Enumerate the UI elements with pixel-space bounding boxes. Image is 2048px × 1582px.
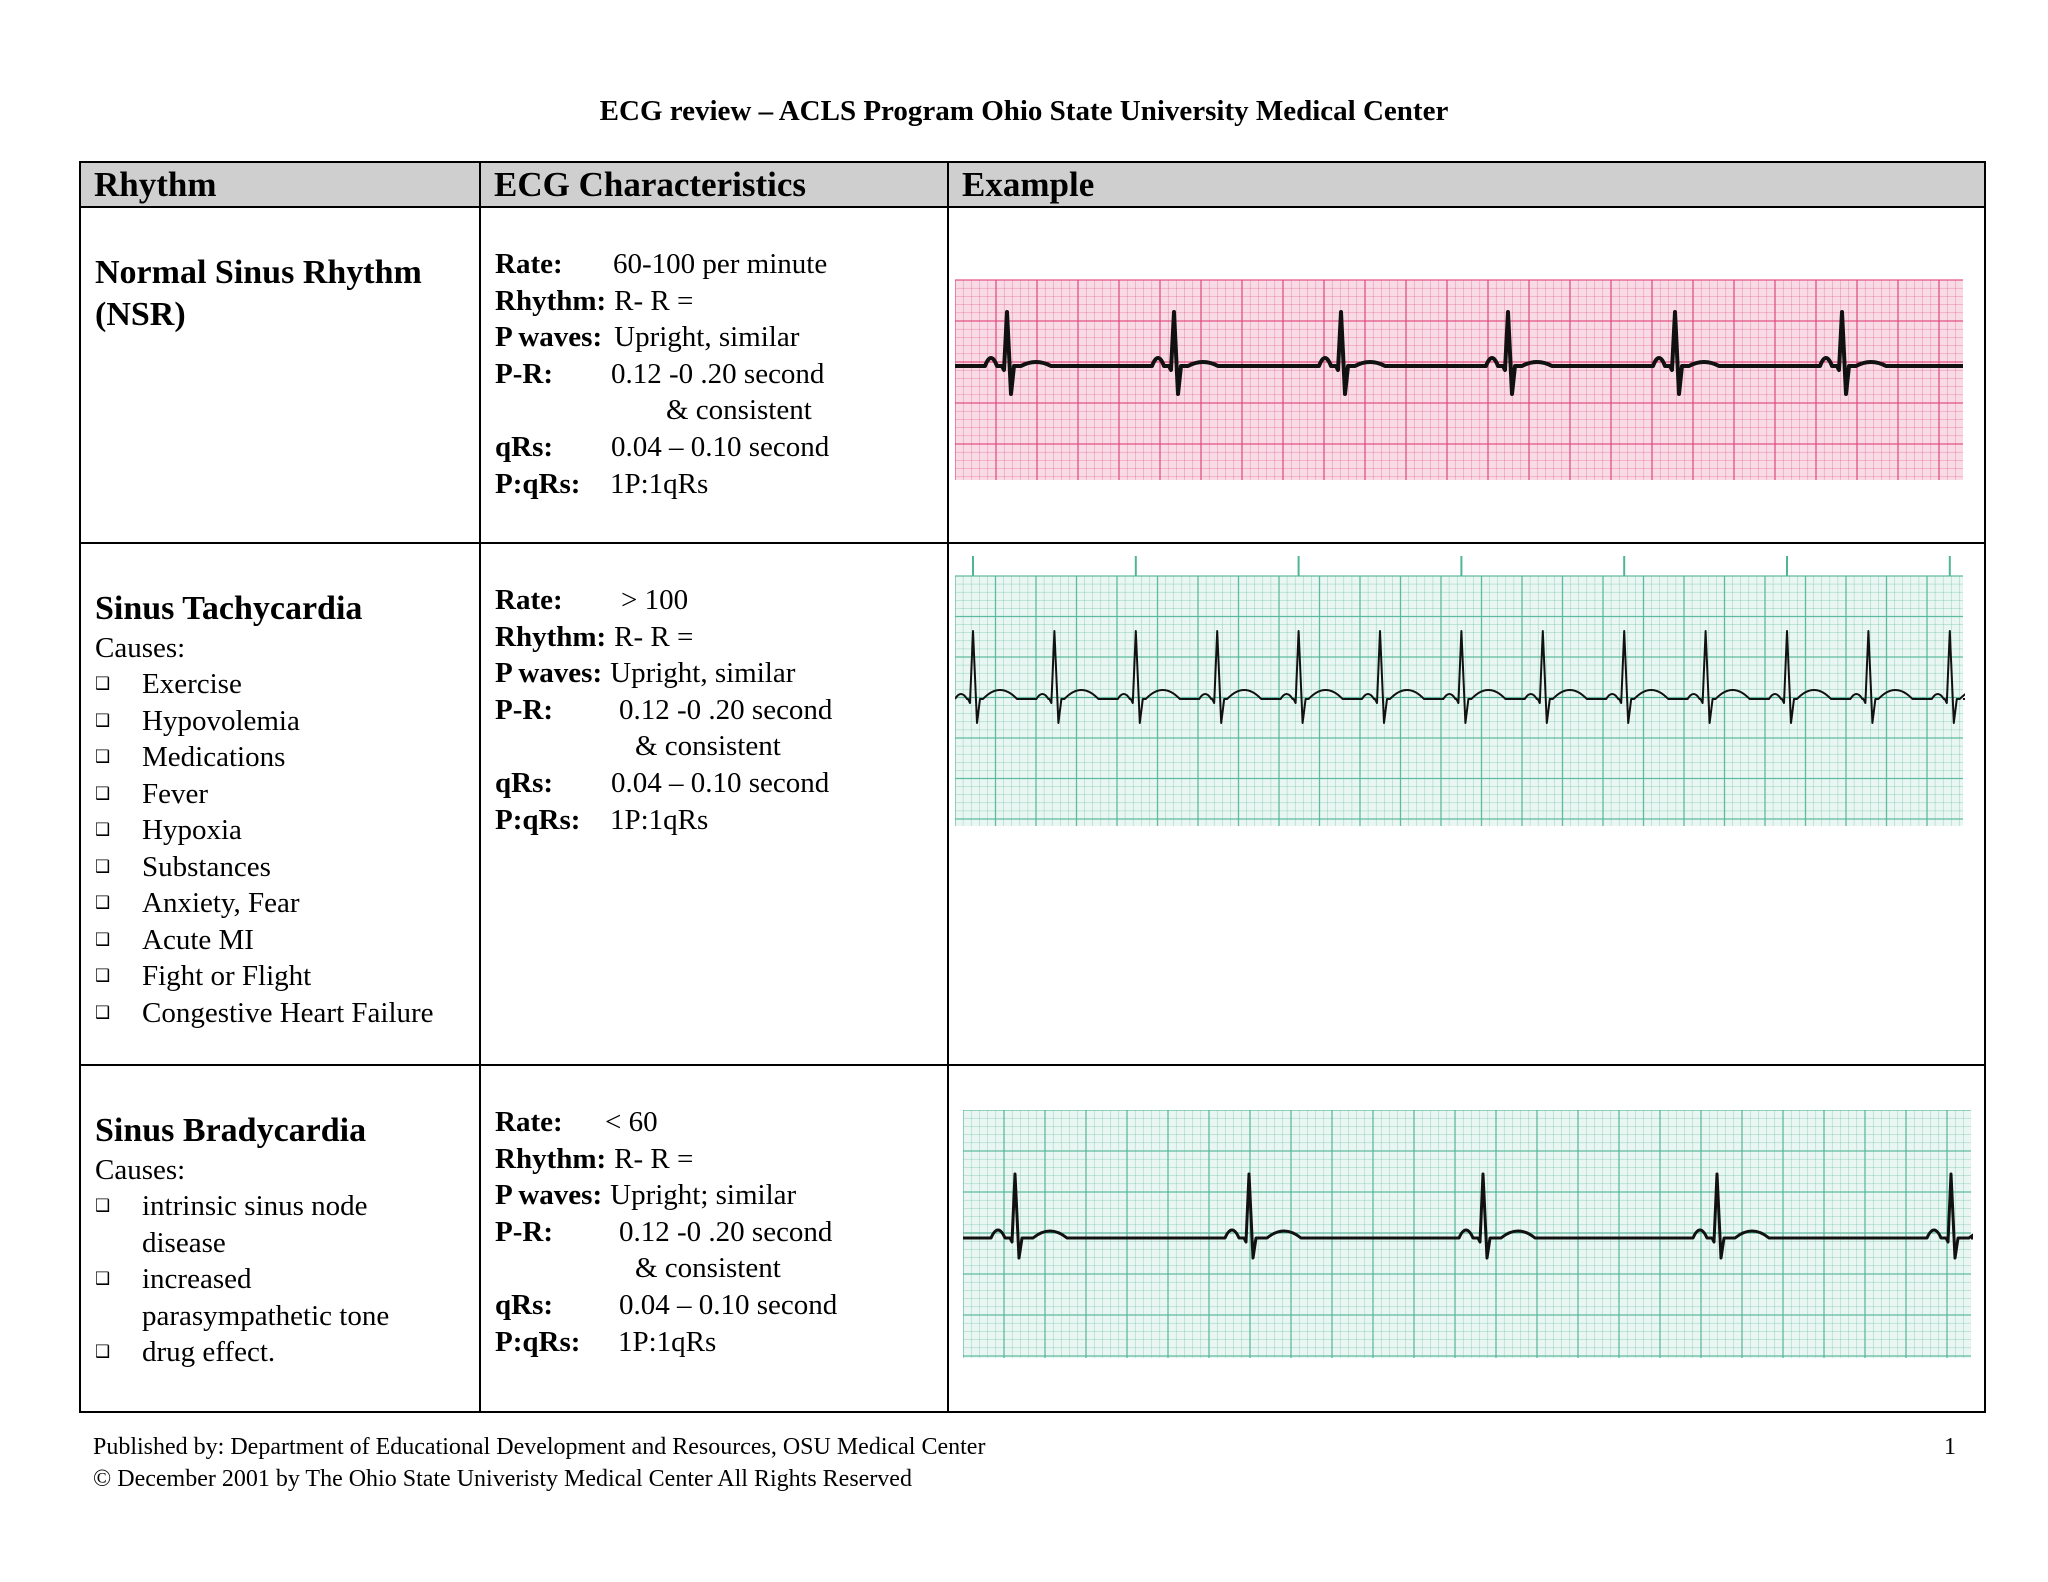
pr-value: 0.12 -0 .20 second (619, 693, 833, 726)
cause-item: ❑ Hypovolemia (95, 703, 465, 740)
causes-list (95, 1188, 465, 1371)
qrs-value: 0.04 – 0.10 second (611, 430, 830, 463)
rhythm-cell (80, 1065, 480, 1412)
checkbox-bullet-icon: ❑ (95, 820, 111, 840)
qrs-row (495, 1287, 933, 1324)
footer (93, 1431, 1956, 1495)
pr-row (495, 356, 933, 393)
pwaves-label: P waves: (495, 657, 603, 690)
rate-row (495, 246, 933, 283)
cause-item: ❑ Medications (95, 739, 465, 776)
pr-label: P-R: (495, 693, 553, 726)
cause-item: ❑ Anxiety, Fear (95, 885, 465, 922)
cause-item: ❑ drug effect. (95, 1334, 465, 1371)
document-title: ECG review – ACLS Program Ohio State University Medical Center (599, 95, 1449, 127)
pr-row (495, 1214, 933, 1251)
cause-item: ❑ Acute MI (95, 922, 465, 959)
checkbox-bullet-icon: ❑ (95, 747, 111, 767)
rhythm-name: Sinus Tachycardia (95, 590, 363, 627)
pr-row (495, 692, 933, 729)
pwaves-row (495, 655, 933, 692)
cause-item: ❑ increased parasympathetic tone (95, 1261, 465, 1334)
ecg-strip-sinus-tachycardia (955, 556, 1965, 826)
pr-label: P-R: (495, 1215, 553, 1248)
cause-item: ❑ Hypoxia (95, 812, 465, 849)
pwaves-label: P waves: (495, 321, 603, 354)
checkbox-bullet-icon: ❑ (95, 1342, 111, 1362)
rhythm-label: Rhythm: (495, 1142, 607, 1175)
rate-label: Rate: (495, 1106, 563, 1138)
pr-continuation: & consistent (635, 1252, 781, 1285)
rhythm-row (495, 1141, 933, 1178)
qrs-row (495, 765, 933, 802)
characteristics-cell (480, 543, 948, 1065)
checkbox-bullet-icon: ❑ (95, 783, 111, 804)
pqrs-label: P:qRs: (495, 803, 581, 836)
pqrs-label: P:qRs: (495, 1325, 581, 1358)
pwaves-value: Upright, similar (610, 657, 796, 690)
rhythm-name: Normal Sinus Rhythm (NSR) (95, 254, 422, 333)
cause-item: ❑ Exercise (95, 666, 465, 703)
rhythm-row (495, 619, 933, 656)
characteristics-cell (480, 1065, 948, 1412)
checkbox-bullet-icon: ❑ (95, 710, 111, 731)
page-number: 1 (1944, 1434, 1956, 1460)
rhythm-name: Sinus Bradycardia (95, 1112, 367, 1149)
cause-item: ❑ Fight or Flight (95, 958, 465, 995)
checkbox-bullet-icon: ❑ (95, 674, 111, 694)
rate-value: > 100 (621, 584, 689, 616)
checkbox-bullet-icon: ❑ (95, 966, 111, 986)
rate-row (495, 582, 933, 619)
pqrs-value: 1P:1qRs (610, 467, 709, 500)
cause-item: ❑ Congestive Heart Failure (95, 995, 465, 1032)
example-cell (948, 543, 1985, 1065)
characteristics-cell (480, 207, 948, 543)
rhythm-label: Rhythm: (495, 284, 607, 317)
header-example: Example (948, 162, 1985, 207)
rhythm-label: Rhythm: (495, 620, 607, 653)
checkbox-bullet-icon: ❑ (95, 929, 111, 950)
causes-label: Causes: (95, 632, 186, 664)
pwaves-label: P waves: (495, 1179, 603, 1212)
causes-list (95, 666, 465, 1031)
rate-value: 60-100 per minute (613, 248, 828, 280)
pwaves-row (495, 319, 933, 356)
header-ecg-characteristics: ECG Characteristics (480, 162, 948, 207)
pwaves-value: Upright; similar (610, 1179, 797, 1212)
cause-item: ❑ Substances (95, 849, 465, 886)
rhythm-value: R- R = (614, 1142, 694, 1175)
pr-continuation: & consistent (635, 730, 781, 763)
qrs-value: 0.04 – 0.10 second (611, 766, 830, 799)
rhythm-value: R- R = (614, 284, 694, 317)
pwaves-value: Upright, similar (614, 321, 800, 354)
rhythm-row (495, 283, 933, 320)
pqrs-row (495, 802, 933, 839)
rhythm-value: R- R = (614, 620, 694, 653)
rate-label: Rate: (495, 248, 563, 280)
pwaves-row (495, 1177, 933, 1214)
rate-row (495, 1104, 933, 1141)
rhythm-cell (80, 543, 480, 1065)
qrs-label: qRs: (495, 1288, 554, 1321)
cause-item: ❑ intrinsic sinus node disease (95, 1188, 465, 1261)
ecg-strip-sinus-bradycardia (963, 1110, 1973, 1360)
checkbox-bullet-icon: ❑ (95, 1196, 111, 1216)
qrs-label: qRs: (495, 430, 554, 463)
copyright: © December 2001 by The Ohio State Univeristy Medical Center All Rights Reserved (93, 1466, 912, 1492)
rhythm-cell (80, 207, 480, 543)
pqrs-row (495, 1324, 933, 1361)
pr-value: 0.12 -0 .20 second (611, 357, 825, 390)
rate-label: Rate: (495, 584, 563, 616)
example-cell (948, 1065, 1985, 1412)
checkbox-bullet-icon: ❑ (95, 856, 111, 877)
rhythm-row-nsr (80, 207, 1985, 543)
table-header-row (80, 162, 1985, 207)
qrs-label: qRs: (495, 766, 554, 799)
pqrs-label: P:qRs: (495, 467, 581, 500)
checkbox-bullet-icon: ❑ (95, 1002, 111, 1023)
rate-value: < 60 (605, 1106, 658, 1138)
pr-label: P-R: (495, 357, 553, 390)
pqrs-value: 1P:1qRs (610, 803, 709, 836)
pr-value: 0.12 -0 .20 second (619, 1215, 833, 1248)
checkbox-bullet-icon: ❑ (95, 893, 111, 913)
ecg-strip-nsr (955, 270, 1963, 480)
qrs-value: 0.04 – 0.10 second (619, 1288, 838, 1321)
qrs-row (495, 429, 933, 466)
checkbox-bullet-icon: ❑ (95, 1269, 111, 1289)
header-rhythm: Rhythm (80, 162, 480, 207)
pqrs-value: 1P:1qRs (618, 1325, 717, 1358)
example-cell (948, 207, 1985, 543)
causes-label: Causes: (95, 1154, 186, 1186)
published-by: Published by: Department of Educational Development and Resources, OSU Medical Center (93, 1434, 986, 1460)
pr-continuation: & consistent (666, 394, 812, 427)
ecg-review-table (79, 161, 1986, 1413)
rhythm-row-sinus-tachycardia (80, 543, 1985, 1065)
rhythm-row-sinus-bradycardia (80, 1065, 1985, 1412)
pqrs-row (495, 466, 933, 503)
cause-item: ❑ Fever (95, 776, 465, 813)
